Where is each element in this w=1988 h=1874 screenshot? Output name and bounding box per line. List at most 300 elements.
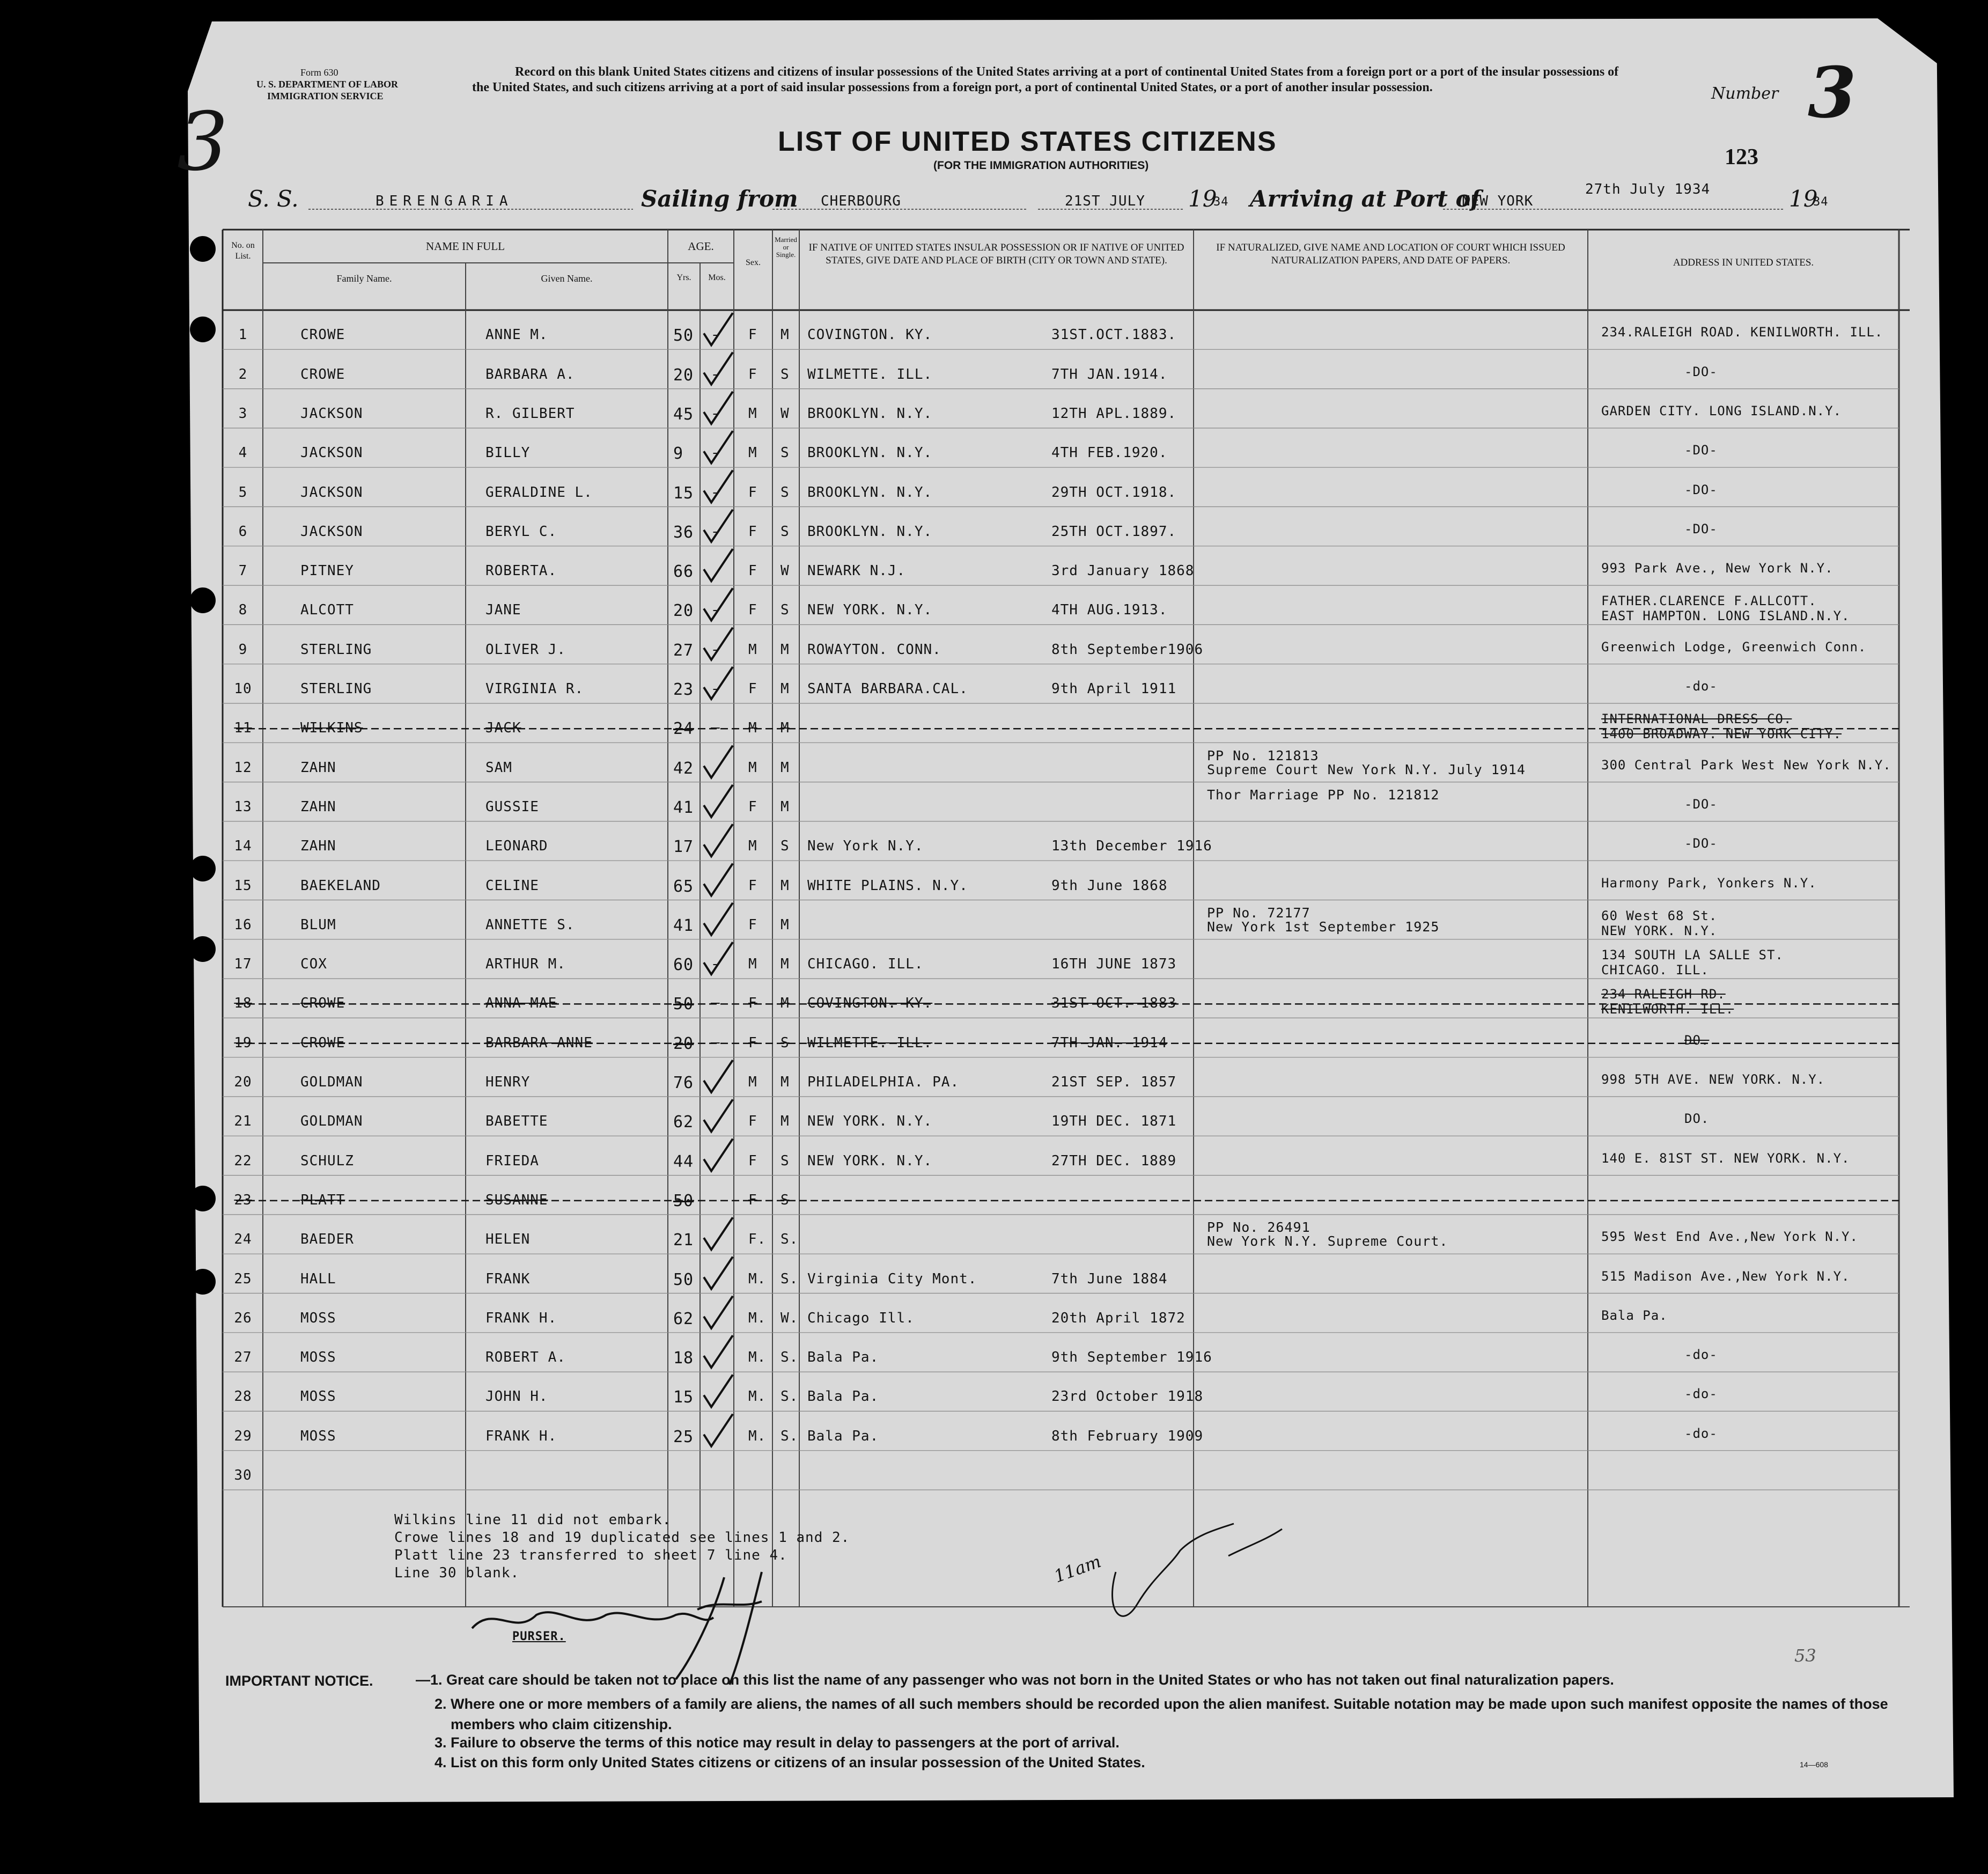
given-name: VIRGINIA R. bbox=[485, 681, 584, 697]
inspector-initials bbox=[676, 1572, 762, 1685]
address-line-1: DO. bbox=[1684, 1111, 1710, 1127]
age-months: - bbox=[711, 956, 720, 973]
given-name: HELEN bbox=[485, 1231, 531, 1248]
naturalization-line-1: Thor Marriage PP No. 121812 bbox=[1207, 787, 1440, 803]
age-years: 25 bbox=[673, 1427, 694, 1446]
family-name: JACKSON bbox=[300, 523, 363, 540]
instructions-text: Record on this blank United States citizens and citizens of insular possessions of the United States arriving at a port of continental United States from a foreign port or a port of the insular possessions of the United States, and such citizens arriving at a port of said insular possessions from a foreign port, a port of continental United States, or a port of another insular possession. bbox=[472, 65, 1619, 94]
birth-place: Bala Pa. bbox=[807, 1349, 879, 1366]
marital-status: S bbox=[781, 366, 790, 383]
birth-date: 25TH OCT.1897. bbox=[1051, 523, 1177, 540]
given-name: HENRY bbox=[485, 1074, 531, 1090]
marital-status: M bbox=[781, 1074, 790, 1090]
row-number: 5 bbox=[238, 484, 248, 501]
address-line-1: 595 West End Ave.,New York N.Y. bbox=[1601, 1229, 1858, 1245]
birth-place: BROOKLYN. N.Y. bbox=[807, 405, 933, 422]
birth-place: SANTA BARBARA.CAL. bbox=[807, 681, 968, 697]
address-line-1: 60 West 68 St. bbox=[1601, 908, 1718, 923]
age-years: 65 bbox=[673, 877, 694, 896]
age-years: 50 bbox=[673, 995, 694, 1014]
given-name: R. GILBERT bbox=[485, 405, 575, 422]
family-name: PITNEY bbox=[300, 563, 354, 579]
age-months: - bbox=[711, 405, 720, 422]
age-years: 62 bbox=[673, 1309, 694, 1328]
family-name: MOSS bbox=[300, 1349, 336, 1366]
address-line-1: -DO- bbox=[1684, 796, 1718, 812]
ship-name: BERENGARIA bbox=[375, 193, 513, 209]
marital-status: M bbox=[781, 956, 790, 973]
family-name: MOSS bbox=[300, 1388, 336, 1405]
row-number: 4 bbox=[238, 445, 248, 461]
marital-status: S bbox=[781, 445, 790, 461]
row-number: 19 bbox=[234, 1034, 252, 1051]
col-header-birth: IF NATIVE OF UNITED STATES INSULAR POSSESSION OR IF NATIVE OF UNITED STATES, GIVE DATE AND PLACE OF BIRTH (CITY OR TOWN AND STATE). bbox=[808, 242, 1184, 266]
age-years: 44 bbox=[673, 1152, 694, 1171]
address-line-1: 515 Madison Ave.,New York N.Y. bbox=[1601, 1268, 1850, 1284]
col-header-naturalized: IF NATURALIZED, GIVE NAME AND LOCATION OF COURT WHICH ISSUED NATURALIZATION PAPERS, AND DATE OF PAPERS. bbox=[1216, 242, 1565, 266]
birth-date: 8th September1906 bbox=[1051, 641, 1204, 658]
address-line-1: -do- bbox=[1684, 1425, 1718, 1441]
age-years: 27 bbox=[673, 641, 694, 660]
address-line-1: DO. bbox=[1684, 1032, 1710, 1048]
sex: F bbox=[748, 1113, 757, 1130]
marital-status: M bbox=[781, 1113, 790, 1130]
birth-date: 9th April 1911 bbox=[1051, 681, 1177, 697]
page-stamp: 123 bbox=[1725, 145, 1758, 170]
purser-signature bbox=[472, 1612, 713, 1628]
birth-place: CHICAGO. ILL. bbox=[807, 956, 924, 973]
birth-date: 8th February 1909 bbox=[1051, 1428, 1204, 1444]
col-header-family-name: Family Name. bbox=[336, 273, 392, 284]
row-number: 25 bbox=[234, 1270, 252, 1287]
birth-date: 4TH FEB.1920. bbox=[1051, 445, 1168, 461]
form-title: LIST OF UNITED STATES CITIZENS bbox=[778, 126, 1277, 157]
marital-status: M bbox=[781, 681, 790, 697]
row-number: 28 bbox=[234, 1388, 252, 1405]
marital-status: S bbox=[781, 1152, 790, 1169]
notice-item-4: 4. List on this form only United States citizens or citizens of an insular possession of the United States. bbox=[435, 1754, 1145, 1770]
row-number: 20 bbox=[234, 1074, 252, 1090]
row-number: 3 bbox=[238, 405, 248, 422]
sex: M bbox=[748, 720, 757, 737]
given-name: ANNA MAE bbox=[485, 995, 557, 1012]
family-name: CROWE bbox=[300, 1034, 345, 1051]
sex: F bbox=[748, 563, 757, 579]
row-number: 2 bbox=[238, 366, 248, 383]
row-number: 24 bbox=[234, 1231, 252, 1248]
birth-place: NEW YORK. N.Y. bbox=[807, 1152, 933, 1169]
sex: M. bbox=[748, 1388, 767, 1405]
remark-line: Platt line 23 transferred to sheet 7 line 4. bbox=[394, 1547, 787, 1563]
given-name: FRANK bbox=[485, 1270, 531, 1287]
address-line-1: 140 E. 81ST ST. NEW YORK. N.Y. bbox=[1601, 1150, 1850, 1166]
family-name: COX bbox=[300, 956, 327, 973]
family-name: BLUM bbox=[300, 916, 336, 933]
given-name: JANE bbox=[485, 602, 521, 619]
remark-line: Line 30 blank. bbox=[394, 1565, 520, 1581]
birth-place: New York N.Y. bbox=[807, 838, 924, 855]
marital-status: M bbox=[781, 798, 790, 815]
number-value: 3 bbox=[1808, 52, 1857, 134]
address-line-1: -DO- bbox=[1684, 836, 1718, 851]
row-number: 16 bbox=[234, 916, 252, 933]
age-years: 42 bbox=[673, 759, 694, 778]
marital-status: S. bbox=[781, 1428, 799, 1444]
family-name: MOSS bbox=[300, 1428, 336, 1444]
marital-status: S bbox=[781, 523, 790, 540]
sailing-label: Sailing from bbox=[641, 186, 798, 212]
notice-item-1: —1. Great care should be taken not to place on this list the name of any passenger who was not born in the United States or who has not taken out final naturalization papers. bbox=[416, 1672, 1614, 1688]
birth-place: ROWAYTON. CONN. bbox=[807, 641, 941, 658]
sex: M bbox=[748, 838, 757, 855]
family-name: JACKSON bbox=[300, 405, 363, 422]
row-number: 11 bbox=[234, 720, 252, 737]
age-months: - bbox=[711, 641, 720, 658]
age-months: - bbox=[711, 681, 720, 697]
sex: F bbox=[748, 1034, 757, 1051]
address-line-1: Greenwich Lodge, Greenwich Conn. bbox=[1601, 639, 1867, 655]
address-line-2: CHICAGO. ILL. bbox=[1601, 962, 1709, 978]
sex: M bbox=[748, 641, 757, 658]
sex: M. bbox=[748, 1270, 767, 1287]
row-number: 1 bbox=[238, 327, 248, 343]
row-number: 26 bbox=[234, 1310, 252, 1326]
age-years: 60 bbox=[673, 956, 694, 975]
row-number: 12 bbox=[234, 759, 252, 776]
address-line-1: INTERNATIONAL DRESS CO. bbox=[1601, 711, 1792, 727]
birth-date: 12TH APL.1889. bbox=[1051, 405, 1177, 422]
birth-date: 31ST.OCT.1883. bbox=[1051, 327, 1177, 343]
birth-date: 3rd January 1868 bbox=[1051, 563, 1195, 579]
birth-date: 29TH OCT.1918. bbox=[1051, 484, 1177, 501]
marital-status: S. bbox=[781, 1231, 799, 1248]
address-line-1: -DO- bbox=[1684, 482, 1718, 497]
given-name: ROBERT A. bbox=[485, 1349, 566, 1366]
marital-status: S bbox=[781, 1034, 790, 1051]
marital-status: M bbox=[781, 720, 790, 737]
address-line-1: Bala Pa. bbox=[1601, 1307, 1668, 1323]
family-name: CROWE bbox=[300, 327, 345, 343]
address-line-2: EAST HAMPTON. LONG ISLAND.N.Y. bbox=[1601, 608, 1850, 624]
age-years: 50 bbox=[673, 326, 694, 346]
col-header-months: Mos. bbox=[708, 273, 726, 282]
birth-date: 4TH AUG.1913. bbox=[1051, 602, 1168, 619]
given-name: ANNETTE S. bbox=[485, 916, 575, 933]
address-line-2: 1400 BROADWAY. NEW YORK CITY. bbox=[1601, 726, 1842, 742]
row-number: 13 bbox=[234, 798, 252, 815]
naturalization-line-1: PP No. 121813 bbox=[1207, 747, 1319, 763]
address-line-1: -DO- bbox=[1684, 443, 1718, 458]
family-name: ALCOTT bbox=[300, 602, 354, 619]
sex: F bbox=[748, 523, 757, 540]
address-line-1: -DO- bbox=[1684, 521, 1718, 537]
marital-status: S. bbox=[781, 1270, 799, 1287]
number-label: Number bbox=[1711, 84, 1779, 103]
row-number: 22 bbox=[234, 1152, 252, 1169]
given-name: JACK bbox=[485, 720, 521, 737]
sailing-port: CHERBOURG bbox=[821, 193, 901, 209]
marital-status: S bbox=[781, 602, 790, 619]
age-years: 20 bbox=[673, 601, 694, 621]
marital-status: M bbox=[781, 877, 790, 894]
birth-date: 7th June 1884 bbox=[1051, 1270, 1168, 1287]
family-name: CROWE bbox=[300, 366, 345, 383]
service-name: IMMIGRATION SERVICE bbox=[267, 91, 384, 101]
marital-status: M bbox=[781, 641, 790, 658]
row-number: 8 bbox=[238, 602, 248, 619]
arriving-date: 27th July 1934 bbox=[1585, 181, 1711, 197]
sex: M bbox=[748, 405, 757, 422]
age-years: 50 bbox=[673, 1270, 694, 1289]
birth-date: 16TH JUNE 1873 bbox=[1051, 956, 1177, 973]
family-name: GOLDMAN bbox=[300, 1074, 363, 1090]
family-name: STERLING bbox=[300, 681, 372, 697]
marital-status: S. bbox=[781, 1388, 799, 1405]
row-number: 6 bbox=[238, 523, 248, 540]
given-name: BARBARA A. bbox=[485, 366, 575, 383]
sex: F bbox=[748, 1192, 757, 1208]
sex: M. bbox=[748, 1310, 767, 1326]
row-number: 14 bbox=[234, 838, 252, 855]
address-line-1: -DO- bbox=[1684, 364, 1718, 379]
birth-date: 9th September 1916 bbox=[1051, 1349, 1212, 1366]
ss-label: S. S. bbox=[248, 186, 299, 212]
birth-date: 20th April 1872 bbox=[1051, 1310, 1186, 1326]
age-years: 24 bbox=[673, 719, 694, 739]
age-years: 41 bbox=[673, 798, 694, 817]
family-name: STERLING bbox=[300, 641, 372, 658]
birth-place: Chicago Ill. bbox=[807, 1310, 915, 1326]
col-header-age: AGE. bbox=[688, 240, 714, 253]
age-months: - bbox=[711, 327, 720, 343]
remark-line: Crowe lines 18 and 19 duplicated see lines 1 and 2. bbox=[394, 1530, 850, 1546]
age-years: 15 bbox=[673, 1388, 694, 1407]
marital-status: S bbox=[781, 1192, 790, 1208]
given-name: BARBARA ANNE bbox=[485, 1034, 593, 1051]
birth-place: WILMETTE. ILL. bbox=[807, 1034, 933, 1051]
row-number: 29 bbox=[234, 1428, 252, 1444]
family-name: SCHULZ bbox=[300, 1152, 354, 1169]
address-line-1: GARDEN CITY. LONG ISLAND.N.Y. bbox=[1601, 403, 1842, 418]
given-name: SUSANNE bbox=[485, 1192, 548, 1208]
family-name: ZAHN bbox=[300, 798, 336, 815]
inspector-signature bbox=[1113, 1524, 1282, 1616]
birth-date: 21ST SEP. 1857 bbox=[1051, 1074, 1177, 1090]
remark-line: Wilkins line 11 did not embark. bbox=[394, 1512, 672, 1528]
age-years: 50 bbox=[673, 1191, 694, 1210]
birth-place: NEW YORK. N.Y. bbox=[807, 1113, 933, 1130]
marital-status: W. bbox=[781, 1310, 799, 1326]
given-name: FRANK H. bbox=[485, 1428, 557, 1444]
sex: F bbox=[748, 995, 757, 1012]
given-name: CELINE bbox=[485, 877, 539, 894]
age-years: 66 bbox=[673, 562, 694, 582]
naturalization-line-1: PP No. 72177 bbox=[1207, 905, 1310, 921]
sex: F bbox=[748, 1152, 757, 1169]
notice-heading: IMPORTANT NOTICE. bbox=[225, 1673, 373, 1689]
col-header-sex: Sex. bbox=[746, 258, 761, 267]
address-line-1: FATHER.CLARENCE F.ALLCOTT. bbox=[1601, 593, 1817, 609]
sex: F bbox=[748, 798, 757, 815]
arriving-label: Arriving at Port of bbox=[1250, 186, 1481, 212]
marital-status: W bbox=[781, 405, 790, 422]
birth-place: BROOKLYN. N.Y. bbox=[807, 523, 933, 540]
age-months: - bbox=[711, 445, 720, 461]
age-months: - bbox=[711, 366, 720, 383]
family-name: JACKSON bbox=[300, 484, 363, 501]
given-name: FRANK H. bbox=[485, 1310, 557, 1326]
col-header-name-in-full: NAME IN FULL bbox=[426, 240, 505, 253]
sex: F bbox=[748, 602, 757, 619]
sex: F bbox=[748, 681, 757, 697]
row-number: 21 bbox=[234, 1113, 252, 1130]
address-line-1: 134 SOUTH LA SALLE ST. bbox=[1601, 947, 1784, 963]
address-line-1: 998 5TH AVE. NEW YORK. N.Y. bbox=[1601, 1072, 1825, 1087]
birth-place: WHITE PLAINS. N.Y. bbox=[807, 877, 968, 894]
sex: M bbox=[748, 445, 757, 461]
marital-status: M bbox=[781, 327, 790, 343]
given-name: GUSSIE bbox=[485, 798, 539, 815]
marital-status: S. bbox=[781, 1349, 799, 1366]
birth-place: BROOKLYN. N.Y. bbox=[807, 445, 933, 461]
sailing-year-suffix: 34 bbox=[1213, 195, 1229, 209]
age-years: 20 bbox=[673, 1034, 694, 1053]
birth-place: COVINGTON. KY. bbox=[807, 327, 933, 343]
address-line-1: -do- bbox=[1684, 1347, 1718, 1363]
sex: F. bbox=[748, 1231, 767, 1248]
naturalization-line-2: New York N.Y. Supreme Court. bbox=[1207, 1233, 1448, 1250]
family-name: ZAHN bbox=[300, 838, 336, 855]
family-name: BAEKELAND bbox=[300, 877, 381, 894]
birth-date: 31ST OCT. 1883 bbox=[1051, 995, 1177, 1012]
birth-place: NEW YORK. N.Y. bbox=[807, 602, 933, 619]
marital-status: S bbox=[781, 838, 790, 855]
sex: F bbox=[748, 484, 757, 501]
birth-date: 23rd October 1918 bbox=[1051, 1388, 1204, 1405]
address-line-1: Harmony Park, Yonkers N.Y. bbox=[1601, 875, 1817, 891]
address-line-2: KENILWORTH. ILL. bbox=[1601, 1002, 1734, 1017]
birth-date: 19TH DEC. 1871 bbox=[1051, 1113, 1177, 1130]
naturalization-line-1: PP No. 26491 bbox=[1207, 1219, 1310, 1236]
department-name: U. S. DEPARTMENT OF LABOR bbox=[256, 79, 399, 90]
row-number: 17 bbox=[234, 956, 252, 973]
footer-code: 14—608 bbox=[1800, 1760, 1828, 1769]
address-line-1: -do- bbox=[1684, 1386, 1718, 1402]
row-number: 7 bbox=[238, 563, 248, 579]
birth-date: 7TH JAN.1914. bbox=[1051, 366, 1168, 383]
age-years: 17 bbox=[673, 837, 694, 857]
sex: M bbox=[748, 1074, 757, 1090]
form-number: Form 630 bbox=[300, 67, 338, 78]
address-line-1: 234 RALEIGH RD. bbox=[1601, 987, 1726, 1002]
birth-date: 9th June 1868 bbox=[1051, 877, 1168, 894]
given-name: BILLY bbox=[485, 445, 531, 461]
marital-status: M bbox=[781, 916, 790, 933]
age-months: - bbox=[711, 484, 720, 501]
notice-item-2: 2. Where one or more members of a family are aliens, the names of all such members should be recorded upon the alien manifest. Suitable notation may be made upon such manifest opposite the names of those members who claim citizenship. bbox=[435, 1696, 1888, 1732]
row-number: 10 bbox=[234, 681, 252, 697]
age-years: 21 bbox=[673, 1231, 694, 1250]
age-months: - bbox=[711, 720, 720, 737]
birth-date: 13th December 1916 bbox=[1051, 838, 1212, 855]
birth-place: BROOKLYN. N.Y. bbox=[807, 484, 933, 501]
purser-label: PURSER. bbox=[512, 1630, 566, 1643]
col-header-no: No. on List. bbox=[231, 241, 255, 261]
family-name: ZAHN bbox=[300, 759, 336, 776]
row-number: 23 bbox=[234, 1192, 252, 1208]
form-subtitle: (FOR THE IMMIGRATION AUTHORITIES) bbox=[933, 159, 1149, 172]
given-name: GERALDINE L. bbox=[485, 484, 593, 501]
family-name: PLATT bbox=[300, 1192, 345, 1208]
age-months: - bbox=[711, 523, 720, 540]
given-name: BABETTE bbox=[485, 1113, 548, 1130]
marital-status: M bbox=[781, 995, 790, 1012]
age-months: - bbox=[711, 1034, 720, 1051]
sex: F bbox=[748, 327, 757, 343]
given-name: SAM bbox=[485, 759, 512, 776]
given-name: OLIVER J. bbox=[485, 641, 566, 658]
family-name: MOSS bbox=[300, 1310, 336, 1326]
age-years: 23 bbox=[673, 680, 694, 699]
age-years: 41 bbox=[673, 916, 694, 935]
col-header-given-name: Given Name. bbox=[541, 273, 593, 284]
age-years: 62 bbox=[673, 1113, 694, 1132]
row-number: 9 bbox=[238, 641, 248, 658]
sex: M bbox=[748, 759, 757, 776]
arriving-port: NEW YORK bbox=[1462, 193, 1534, 209]
family-name: HALL bbox=[300, 1270, 336, 1287]
age-months: - bbox=[711, 602, 720, 619]
row-number: 15 bbox=[234, 877, 252, 894]
address-line-2: NEW YORK. N.Y. bbox=[1601, 923, 1718, 938]
address-line-1: -do- bbox=[1684, 679, 1718, 694]
birth-place: NEWARK N.J. bbox=[807, 563, 906, 579]
sex: F bbox=[748, 916, 757, 933]
given-name: LEONARD bbox=[485, 838, 548, 855]
age-years: 76 bbox=[673, 1074, 694, 1092]
birth-place: Bala Pa. bbox=[807, 1428, 879, 1444]
margin-handwritten-number: 3 bbox=[177, 95, 229, 189]
sex: F bbox=[748, 877, 757, 894]
age-years: 36 bbox=[673, 523, 694, 542]
col-header-married-single: Married or Single. bbox=[775, 236, 797, 259]
row-number: 30 bbox=[234, 1467, 252, 1483]
naturalization-line-2: Supreme Court New York N.Y. July 1914 bbox=[1207, 761, 1526, 777]
age-years: 20 bbox=[673, 365, 694, 385]
birth-place: Bala Pa. bbox=[807, 1388, 879, 1405]
given-name: ANNE M. bbox=[485, 327, 548, 343]
marital-status: M bbox=[781, 759, 790, 776]
row-number: 18 bbox=[234, 995, 252, 1012]
birth-place: PHILADELPHIA. PA. bbox=[807, 1074, 960, 1090]
naturalization-line-2: New York 1st September 1925 bbox=[1207, 918, 1440, 935]
birth-date: 7TH JAN. 1914 bbox=[1051, 1034, 1168, 1051]
family-name: JACKSON bbox=[300, 445, 363, 461]
given-name: JOHN H. bbox=[485, 1388, 548, 1405]
given-name: ROBERTA. bbox=[485, 563, 557, 579]
col-header-address: ADDRESS IN UNITED STATES. bbox=[1673, 257, 1814, 268]
address-line-1: 234.RALEIGH ROAD. KENILWORTH. ILL. bbox=[1601, 325, 1883, 340]
age-years: 9 bbox=[673, 444, 684, 464]
sex: M. bbox=[748, 1349, 767, 1366]
birth-place: WILMETTE. ILL. bbox=[807, 366, 933, 383]
marital-status: W bbox=[781, 563, 790, 579]
sailing-date: 21ST JULY bbox=[1065, 193, 1145, 209]
age-years: 45 bbox=[673, 405, 694, 424]
given-name: BERYL C. bbox=[485, 523, 557, 540]
corner-mark: 53 bbox=[1794, 1645, 1816, 1666]
family-name: GOLDMAN bbox=[300, 1113, 363, 1130]
